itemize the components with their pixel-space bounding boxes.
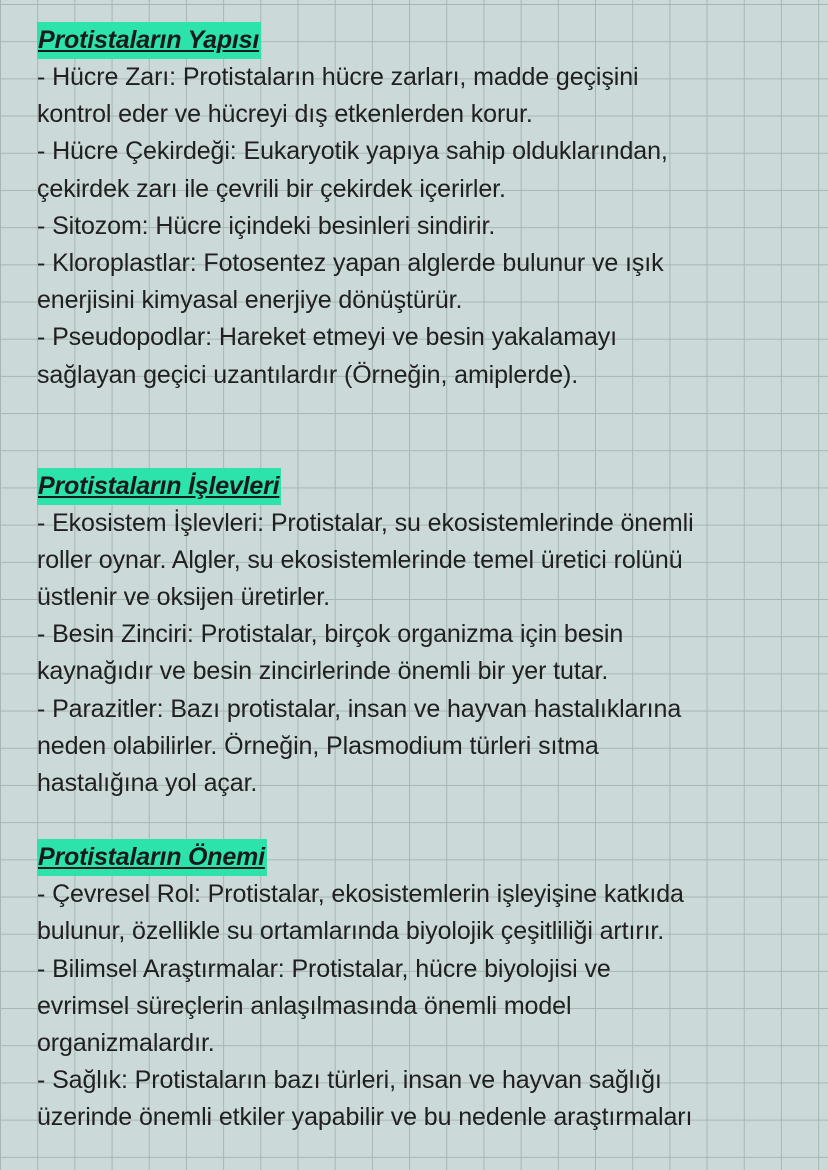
text-line: - Bilimsel Araştırmalar: Protistalar, hücre biyolojisi ve	[37, 954, 611, 983]
text-line: kaynağıdır ve besin zincirlerinde önemli bir yer tutar.	[37, 657, 609, 686]
text-line: evrimsel süreçlerin anlaşılmasında önemli model	[37, 991, 572, 1020]
section-heading: Protistaların İşlevleri	[37, 468, 281, 505]
text-line: hastalığına yol açar.	[37, 769, 258, 797]
text-line: - Hücre Çekirdeği: Eukaryotik yapıya sahip olduklarından,	[37, 137, 668, 166]
section-heading: Protistaların Önemi	[37, 839, 267, 876]
text-line: sağlayan geçici uzantılardır (Örneğin, amiplerde).	[37, 360, 579, 389]
text-line: - Kloroplastlar: Fotosentez yapan alglerde bulunur ve ışık	[37, 248, 664, 277]
text-line: - Çevresel Rol: Protistalar, ekosistemlerin işleyişine katkıda	[37, 880, 684, 909]
text-line: enerjisini kimyasal enerjiye dönüştürür.	[37, 286, 463, 315]
text-line: - Sağlık: Protistaların bazı türleri, insan ve hayvan sağlığı	[37, 1066, 662, 1095]
text-line: - Pseudopodlar: Hareket etmeyi ve besin yakalamayı	[37, 323, 618, 352]
text-line: neden olabilirler. Örneğin, Plasmodium türleri sıtma	[37, 731, 599, 760]
section-importance	[37, 839, 822, 1136]
text-line: roller oynar. Algler, su ekosistemlerinde temel üretici rolünü	[37, 545, 683, 574]
notes-page	[37, 22, 822, 1137]
section-heading: Protistaların Yapısı	[37, 22, 261, 59]
text-line: organizmalardır.	[37, 1028, 215, 1057]
section-functions	[37, 468, 822, 803]
text-line: bulunur, özellikle su ortamlarında biyolojik çeşitliliği artırır.	[37, 917, 665, 946]
section-structure	[37, 22, 822, 394]
text-line: kontrol eder ve hücreyi dış etkenlerden korur.	[37, 100, 533, 129]
section-body	[37, 505, 822, 803]
section-body	[37, 59, 822, 394]
text-line: - Hücre Zarı: Protistaların hücre zarları, madde geçişini	[37, 63, 639, 91]
text-line: çekirdek zarı ile çevrili bir çekirdek içerirler.	[37, 174, 506, 203]
text-line: üstlenir ve oksijen üretirler.	[37, 583, 330, 612]
section-body	[37, 876, 822, 1136]
spacer	[37, 802, 822, 839]
text-line: - Besin Zinciri: Protistalar, birçok organizma için besin	[37, 620, 624, 649]
text-line: - Sitozom: Hücre içindeki besinleri sindirir.	[37, 211, 496, 240]
text-line: - Ekosistem İşlevleri: Protistalar, su ekosistemlerinde önemli	[37, 508, 694, 537]
text-line: üzerinde önemli etkiler yapabilir ve bu nedenle araştırmaları	[37, 1103, 693, 1132]
spacer	[37, 394, 822, 468]
text-line: - Parazitler: Bazı protistalar, insan ve hayvan hastalıklarına	[37, 694, 682, 723]
